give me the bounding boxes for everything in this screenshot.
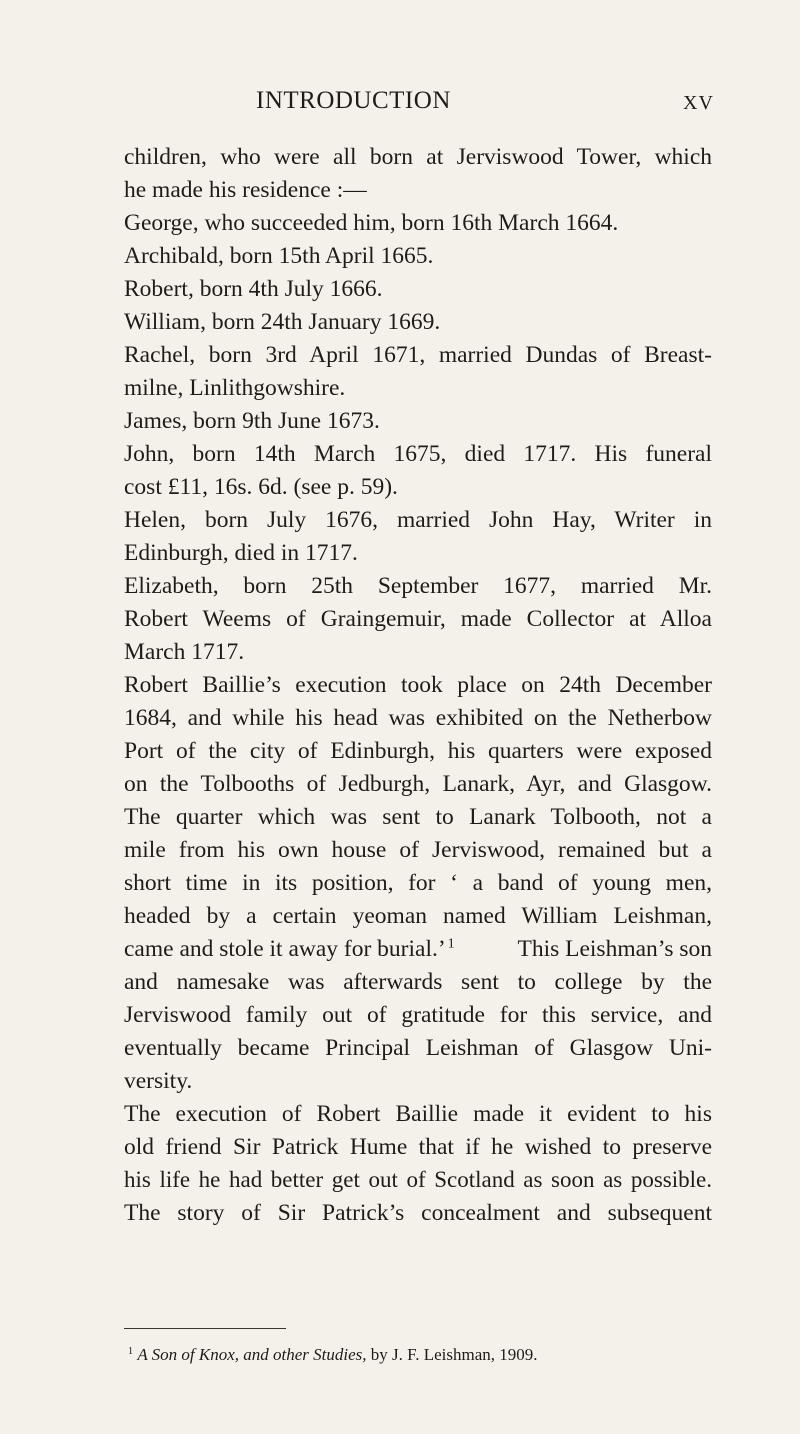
text-line: The execution of Robert Baillie made it evident to his <box>124 1101 712 1127</box>
text-line: Edinburgh, died in 1717. <box>124 540 358 566</box>
text-line: Elizabeth, born 25th September 1677, married Mr. <box>124 573 712 599</box>
text-fragment <box>124 934 455 964</box>
text-line: eventually became Principal Leishman of Glasgow Uni- <box>124 1035 712 1061</box>
text-line-end: This Leishman’s son <box>517 936 712 962</box>
text-line: Robert Baillie’s execution took place on 24th December <box>124 672 712 698</box>
text-line: The quarter which was sent to Lanark Tolbooth, not a <box>124 804 712 830</box>
text-line: Rachel, born 3rd April 1671, married Dundas of Breast- <box>124 342 712 368</box>
text-line-with-footnote-ref <box>124 934 712 964</box>
text-line: mile from his own house of Jerviswood, remained but a <box>124 837 712 863</box>
text-line: and namesake was afterwards sent to college by the <box>124 969 712 995</box>
text-line: Jerviswood family out of gratitude for this service, and <box>124 1002 712 1028</box>
text-line: milne, Linlithgowshire. <box>124 375 346 401</box>
text-line: he made his residence :— <box>124 177 367 203</box>
text-line: Robert Weems of Graingemuir, made Collector at Alloa <box>124 606 712 632</box>
text-line: children, who were all born at Jerviswood Tower, which <box>124 144 712 170</box>
text-line: March 1717. <box>124 639 245 665</box>
page-number: XV <box>683 92 714 114</box>
text-line: on the Tolbooths of Jedburgh, Lanark, Ayr, and Glasgow. <box>124 771 712 797</box>
text-line: 1684, and while his head was exhibited on the Netherbow <box>124 705 712 731</box>
text-line: old friend Sir Patrick Hume that if he wished to preserve <box>124 1134 712 1160</box>
running-title: INTRODUCTION <box>256 87 451 114</box>
footnote-marker: 1 <box>128 1345 134 1357</box>
text-line: Robert, born 4th July 1666. <box>124 276 383 302</box>
text-line: headed by a certain yeoman named William Leishman, <box>124 903 712 929</box>
text-line: short time in its position, for ‘ a band of young men, <box>124 870 712 896</box>
footnote-citation: by J. F. Leishman, 1909. <box>366 1345 538 1364</box>
text-line: Archibald, born 15th April 1665. <box>124 243 434 269</box>
footnote-rule <box>124 1328 286 1329</box>
text-line: Port of the city of Edinburgh, his quarters were exposed <box>124 738 712 764</box>
footnote <box>128 1344 728 1366</box>
text-line: versity. <box>124 1068 193 1094</box>
page-header <box>0 86 800 116</box>
text-line: William, born 24th January 1669. <box>124 309 441 335</box>
text-line-start: came and stole it away for burial.’ <box>124 936 446 962</box>
text-line: Helen, born July 1676, married John Hay, Writer in <box>124 507 712 533</box>
text-line: cost £11, 16s. 6d. (see p. 59). <box>124 474 398 500</box>
text-line: The story of Sir Patrick’s concealment and subsequent <box>124 1200 712 1226</box>
footnote-book-title: A Son of Knox, and other Studies, <box>137 1345 367 1364</box>
text-line: James, born 9th June 1673. <box>124 408 380 434</box>
text-line: his life he had better get out of Scotland as soon as possible. <box>124 1167 712 1192</box>
text-line: John, born 14th March 1675, died 1717. His funeral <box>124 441 712 467</box>
text-line: George, who succeeded him, born 16th March 1664. <box>124 210 619 236</box>
footnote-ref[interactable]: 1 <box>447 935 455 952</box>
